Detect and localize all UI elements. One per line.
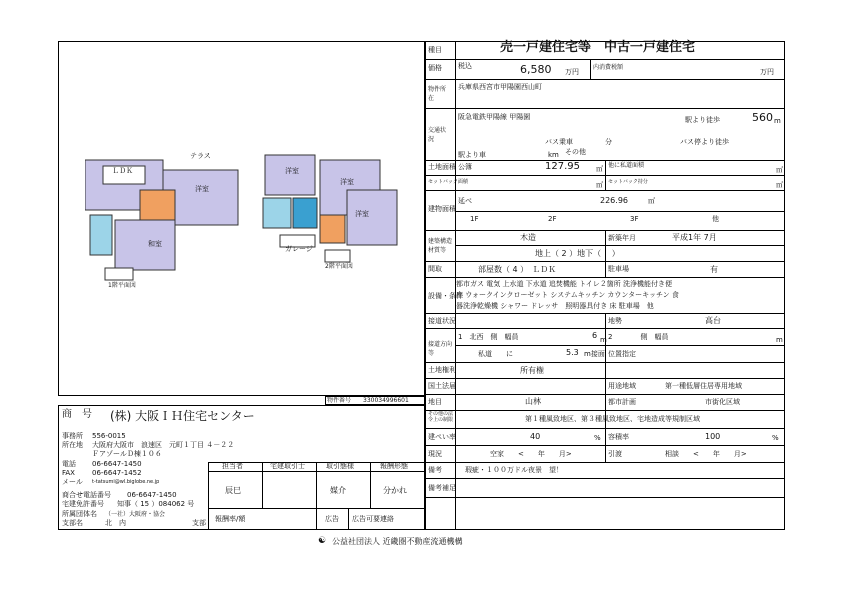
bus-label: バス乗車 [545,138,573,146]
parking-label: 駐車場 [608,265,629,273]
address-label: 物件所在 [428,86,447,102]
room-2: 和室 [148,240,162,248]
transport-other: その他 [565,148,586,156]
transport-label: 交通状況 [428,127,447,143]
rights-label: 土地権利 [428,366,456,374]
property-no-label: 物件番号 [327,397,352,404]
layout-value: 部屋数（ 4 ） ＬＤＫ [478,265,557,274]
build-date-label: 新築年月 [608,234,636,242]
td-3: 媒介 [330,486,346,495]
parking: 有 [710,265,718,274]
land-area-label: 土地面積 [428,163,456,171]
land-category-label: 地目 [428,398,442,406]
total-label: 延べ [458,197,472,205]
tel: 06-6647-1450 [92,460,142,468]
assoc-tel-label: 商合せ電話番号 [62,491,111,499]
assoc: （一社）大阪府・協会 [105,511,166,518]
zone-label: 用途地域 [608,382,636,390]
building-label: 建物面積 [428,205,456,213]
position-label: 位置指定 [608,350,636,358]
facilities-label: 設備・条件 [428,292,463,300]
ad-label: 広告 [325,515,339,523]
branch: 北 内 [105,519,126,527]
status-label: 現況 [428,450,442,458]
transport-line: 阪急電鉄甲陽線 甲陽園 [458,113,531,121]
land-area-unit: ㎡ [596,165,603,173]
restrictions: 第１種風致地区、第３種風致地区、宅地造成等規制区域 [525,415,700,423]
structure-label: 建築構造材質等 [428,238,453,254]
dir-label: 接道方向等 [428,341,453,357]
road-1-width: 6 [592,331,598,340]
walk-unit: m [774,117,781,125]
addr1: 大阪府大阪市 浪速区 元町１丁目 ４－２２ [92,441,235,449]
facilities-1: 都市ガス 電気 上水道 下水道 追焚機能 トイレ２箇所 洗浄機能付き便 [456,280,672,288]
tax-unit: 万円 [760,68,774,76]
remarks: 瑕疵・１００万ドル夜景 望！ [465,466,563,474]
fax-label: FAX [62,469,75,477]
doc-title: 売一戸建住宅等 中古一戸建住宅 [500,40,696,55]
agent-name: (株) 大阪ＩＨ住宅センター [110,409,255,423]
fee-label: 報酬率/額 [215,515,246,523]
layout-label: 間取 [428,265,442,273]
frontage: 5.3 [566,348,579,357]
branch-unit: 支部 [192,519,206,527]
share-label: セットバック持分 [608,179,648,185]
terrain-label: 地勢 [608,317,622,325]
th-2: 宅建取引士 [270,462,305,470]
agent-label: 商 号 [62,409,92,420]
f-other: 他 [712,215,719,223]
mail-label: メール [62,478,83,486]
mail[interactable]: t-tatsumi@wl.biglobe.ne.jp [92,479,160,485]
f1: 1F [470,215,479,223]
price-unit: 万円 [565,68,579,76]
build-date: 平成1年 7月 [672,233,717,242]
fax: 06-6647-1452 [92,469,142,477]
access-label: 接道状況 [428,317,456,325]
far-pct: % [772,434,779,442]
license-label: 宅建免許番号 [62,500,104,508]
bus-min: 分 [605,138,612,146]
room-1: 洋室 [195,185,209,193]
td-4: 分かれ [383,486,407,495]
th-4: 報酬形態 [380,462,408,470]
room-5: 洋室 [355,210,369,218]
status: 空家 < 年 月> [490,450,572,458]
setback-label: セットバック面積 [428,179,468,185]
km: km [548,151,559,159]
restrictions-label: その他の法令上の制限 [428,411,454,423]
far-label: 容積率 [608,433,629,441]
delivery: 相談 < 年 月> [665,450,747,458]
frontage-unit: m接面 [584,350,605,358]
law-label: 国土法届 [428,382,456,390]
garage-label: ガレージ [285,245,313,253]
bus-stop-label: バス停より徒歩 [680,138,729,146]
office-label: 事務所 [62,432,83,440]
address-value: 兵庫県西宮市甲陽園西山町 [458,83,542,91]
footer: 公益社団法人 近畿圏不動産流通機構 [332,537,463,546]
tax-note: 税込 [458,62,472,70]
room-4: 洋室 [340,178,354,186]
land-category: 山林 [525,397,541,406]
road-2: 2 側 幅員 [608,333,669,341]
label-category: 種目 [428,46,442,54]
th-1: 担当者 [222,462,243,470]
road-1: 1 北西 側 幅員 [458,333,519,341]
delivery-label: 引渡 [608,450,622,458]
road-1-unit: m [600,336,607,344]
f2: 2F [548,215,557,223]
total-unit: ㎡ [648,197,655,205]
property-no: 330034996601 [363,397,409,404]
road-2-unit: m [776,336,783,344]
footer-logo: ☯ [318,536,327,546]
facilities-2: 座 ウォークインクローゼット システムキッチン カウンターキッチン 食 [456,291,679,299]
zone: 第一種低層住居専用地域 [665,382,742,390]
price-value: 6,580 [520,63,552,76]
branch-label: 支部名 [62,519,83,527]
floors: 地上（ 2 ）地下（ ） [535,249,620,258]
floor1-label: 1階平面図 [108,282,136,289]
price-label: 価格 [428,64,442,72]
floor2-label: 2階平面図 [325,263,353,270]
room-ldk: ＬＤＫ [112,167,133,175]
room-3: 洋室 [285,167,299,175]
tax-label: 内消費税額 [593,64,624,71]
addr-label: 所在地 [62,441,83,449]
land-area: 127.95 [545,161,580,172]
station-label: 駅より車 [458,151,486,159]
remarks2-label: 備考補足 [428,484,456,492]
terrace-label: テラス [190,152,211,160]
assoc-label: 所属団体名 [62,510,97,518]
remarks-label: 備考 [428,466,442,474]
total-area: 226.96 [600,196,628,205]
f3: 3F [630,215,639,223]
facilities-3: 器洗浄乾燥機 シャワー ドレッサ 照明器具付き 床 駐車場 他 [456,302,654,310]
city-label: 都市計画 [608,398,636,406]
walk-label: 駅より徒歩 [685,116,720,124]
private-road: 私道 に [478,350,513,358]
setback-unit: ㎡ [596,181,603,189]
structure-material: 木造 [520,233,536,242]
bcr-label: 建ぺい率 [428,433,456,441]
land-area-type: 公簿 [458,163,472,171]
rights: 所有権 [520,366,544,375]
td-1: 辰巳 [225,486,241,495]
bcr-pct: % [594,434,601,442]
ad-value: 広告可要連絡 [352,515,394,523]
tel-label: 電話 [62,460,76,468]
zip: 556-0015 [92,432,126,440]
private-road-unit: ㎡ [776,166,783,174]
share-unit: ㎡ [776,181,783,189]
addr2: ＦアゾールＤ棟１０６ [92,450,162,458]
license: 知事（ 15 ）084062 号 [117,500,195,508]
walk-value: 560 [752,111,773,124]
private-road-label: 他に私道面積 [608,162,645,169]
th-3: 取引態様 [326,462,354,470]
terrain: 高台 [705,316,721,325]
far: 100 [705,432,721,441]
assoc-tel: 06-6647-1450 [127,491,177,499]
bcr: 40 [530,432,541,441]
city: 市街化区域 [705,398,740,406]
